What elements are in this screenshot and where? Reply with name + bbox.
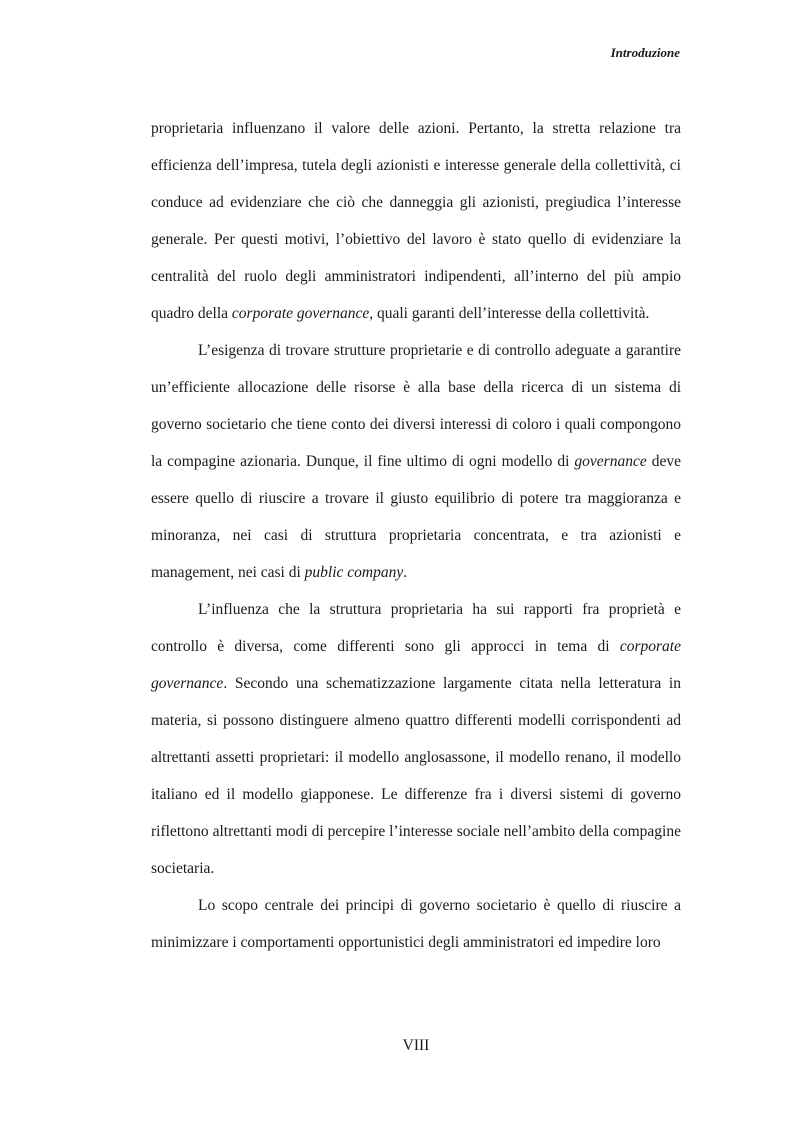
- paragraph-4: [151, 887, 681, 961]
- paragraph-2-segment-3: deve essere quello di riuscire a trovare il giusto equilibrio di potere tra maggioranza e minoranza, nei casi di struttura proprietaria concentrata, e tra azionisti e management, nei casi di: [151, 453, 681, 581]
- paragraph-1-segment-1: proprietaria influenzano il valore delle azioni. Pertanto, la stretta relazione tra efficienza dell’impresa, tutela degli azionisti e interesse generale della collettività, ci conduce ad evidenziare che ciò che danneggia gli azionisti, pregiudica l’interesse generale. Per questi motivi, l’obiettivo del lavoro è stato quello di evidenziare la centralità del ruolo degli amministratori indipendenti, all’interno del più ampio quadro della: [151, 120, 681, 322]
- paragraph-3: [151, 591, 681, 887]
- paragraph-3-segment-3: . Secondo una schematizzazione largamente citata nella letteratura in materia, si possono distinguere almeno quattro differenti modelli corrispondenti ad altrettanti assetti proprietari: il modello anglosassone, il modello renano, il modello italiano ed il modello giapponese. Le differenze fra i diversi sistemi di governo riflettono altrettanti modi di percepire l’interesse sociale nell’ambito della compagine societaria.: [151, 675, 681, 877]
- body-text: [151, 110, 681, 961]
- paragraph-2-segment-1: L’esigenza di trovare strutture proprietarie e di controllo adeguate a garantire un’efficiente allocazione delle risorse è alla base della ricerca di un sistema di governo societario che tiene conto dei diversi interessi di coloro i quali compongono la compagine azionaria. Dunque, il fine ultimo di ogni modello di: [151, 342, 681, 470]
- paragraph-3-segment-2: corporate governance: [151, 638, 681, 692]
- page-number: VIII: [402, 1037, 430, 1054]
- paragraph-1-segment-3: , quali garanti dell’interesse della collettività.: [369, 305, 650, 322]
- running-header: Introduzione: [610, 45, 680, 60]
- paragraph-2-segment-5: .: [403, 564, 408, 581]
- paragraph-4-segment-1: Lo scopo centrale dei principi di governo societario è quello di riuscire a minimizzare i comportamenti opportunistici degli amministratori ed impedire loro: [151, 897, 681, 951]
- paragraph-3-segment-1: L’influenza che la struttura proprietaria ha sui rapporti fra proprietà e controllo è diversa, come differenti sono gli approcci in tema di: [151, 601, 681, 655]
- paragraph-2: [151, 332, 681, 591]
- paragraph-1-segment-2: corporate governance: [231, 305, 370, 322]
- paragraph-2-segment-2: governance: [574, 453, 647, 470]
- paragraph-2-segment-4: public company: [304, 564, 404, 581]
- paragraph-1: [151, 110, 681, 332]
